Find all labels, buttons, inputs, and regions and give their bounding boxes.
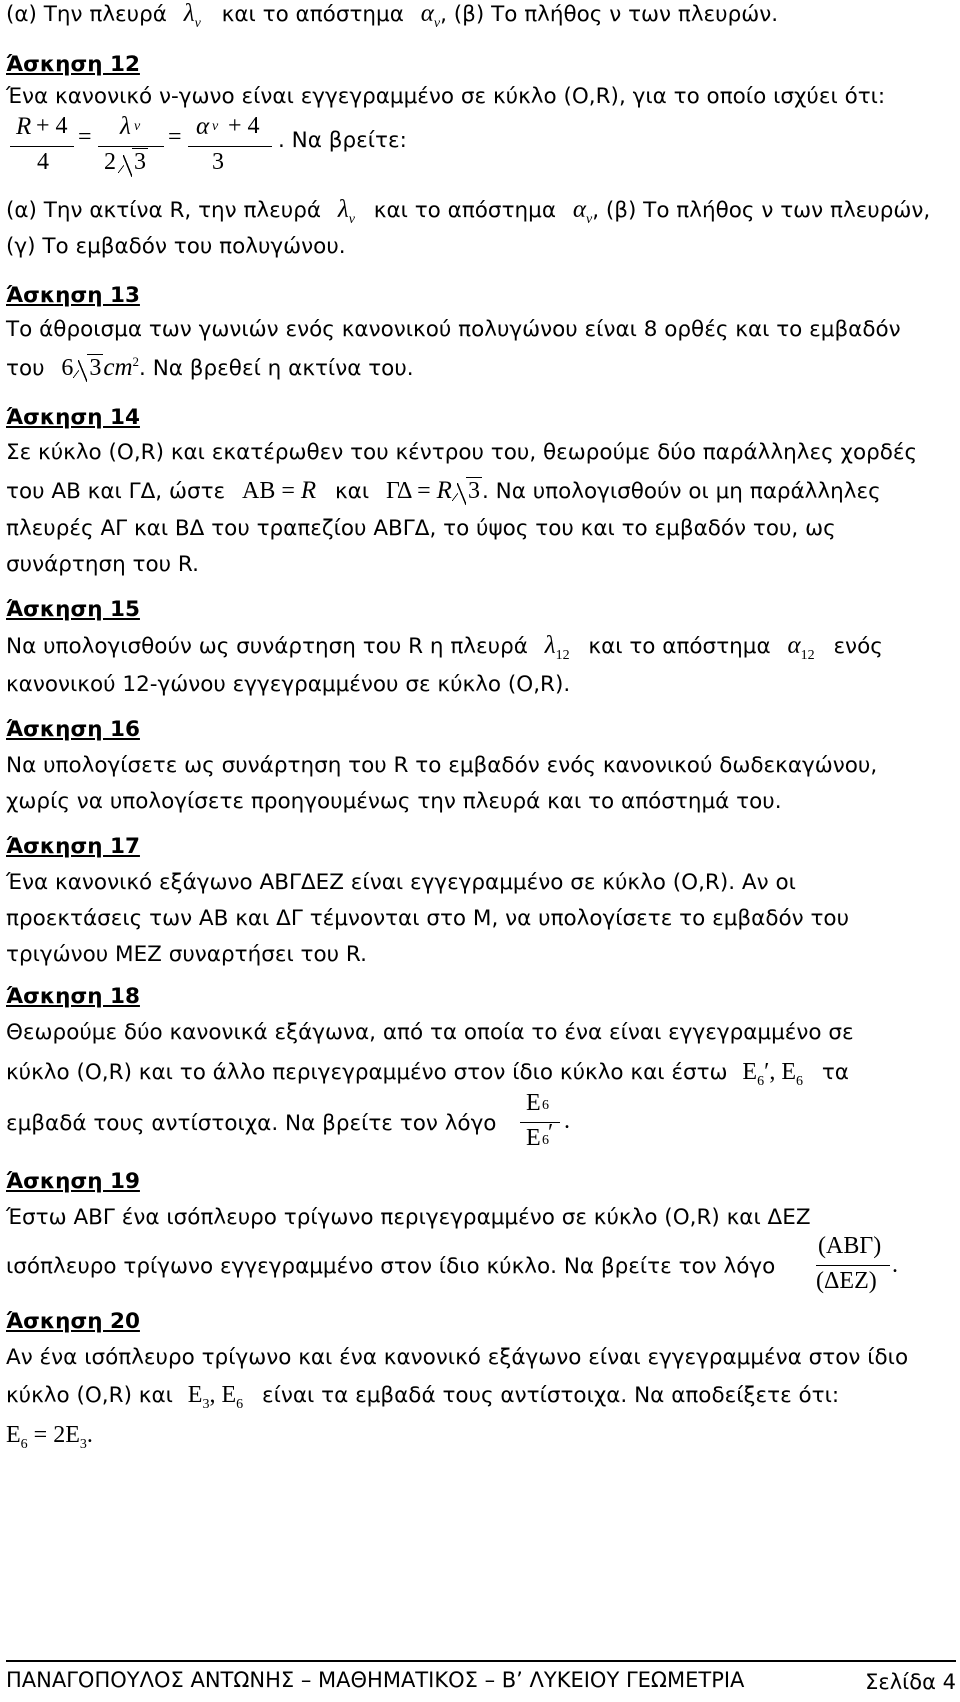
exercise-19-title: Άσκηση 19	[6, 1169, 140, 1194]
exercise-20-equation: $E_6 = 2E_3$.	[6, 1422, 93, 1452]
intro-line: (α) Την πλευρά $\lambda_\nu$ και το απόστημα $\alpha_\nu$, (β) Το πλήθος ν των πλευρών.	[6, 0, 779, 31]
exercise-17-title: Άσκηση 17	[6, 834, 140, 859]
document-page: (α) Την πλευρά $\lambda_\nu$ και το απόστημα $\alpha_\nu$, (β) Το πλήθος ν των πλευρών. Άσκηση 12 Ένα κανονικό ν-γωνο είναι εγγεγραμμένο σε κύκλο (Ο,R), για το οποίο ισχύει ότι: R + 4 4 = λ ν 2 3 = α ν + 4 3 . Να βρείτε: (α) Την ακτίνα R, την πλευρά $\lambda_\nu$ και το απόστημα $\alpha_\nu$, (β) Το πλήθος ν των πλευρών, (γ) Το εμβαδόν του πολυγώνου. Άσκηση 13 Το άθροισμα των γωνιών ενός κανονικού πολυγώνου είναι 8 ορθές και το εμβαδόν του 6 $3cm^2$. Να βρεθεί η ακτίνα του. Άσκηση 14 Σε κύκλο (Ο,R) και εκατέρωθεν του κέντρου του, θεωρούμε δύο παράλληλες χορδές του ΑΒ και ΓΔ, ώστε ΑΒ = R και ΓΔ = R 3. Να υπολογισθούν οι μη παράλληλες πλευρές ΑΓ και ΒΔ του τραπεζίου ΑΒΓΔ, το ύψος του και το εμβαδόν του, ως συνάρτηση του R. Άσκηση 15 Να υπολογισθούν ως συνάρτηση του R η πλευρά $\lambda_{12}$ και το απόστημα $\alpha_{12}$ ενός κανονικού 12-γώνου εγγεγραμμένου σε κύκλο (Ο,R). Άσκηση 16 Να υπολογίσετε ως συνάρτηση του R το εμβαδόν ενός κανονικού δωδεκαγώνου, χωρίς να υπολογίσετε προηγουμένως την πλευρά και το απόστημά του. Άσκηση 17 Ένα κανονικό εξάγωνο ΑΒΓΔΕΖ είναι εγγεγραμμένο σε κύκλο (Ο,R). Αν οι προεκτάσεις των ΑΒ και ΔΓ τέμνονται στο Μ, να υπολογίσετε το εμβαδόν του τριγώνου ΜΕΖ συναρτήσει του R. Άσκηση 18 Θεωρούμε δύο κανονικά εξάγωνα, από τα οποία το ένα είναι εγγεγραμμένο σε κύκλο (Ο,R) και το άλλο περιγεγραμμένο στον ίδιο κύκλο και έστω $E_6'$, $E_6$ τα εμβαδά τους αντίστοιχα. Να βρείτε τον λόγο Ε 6 Ε 6 ′ . Άσκηση 19 Έστω ΑΒΓ ένα ισόπλευρο τρίγωνο περιγεγραμμένο σε κύκλο (Ο,R) και ΔΕΖ ισόπλευρο τρίγωνο εγγεγραμμένο στον ίδιο κύκλο. Να βρείτε τον λόγο (ΑΒΓ) (ΔΕΖ) . Άσκηση 20 Αν ένα ισόπλευρο τρίγωνο και ένα κανονικό εξάγωνο είναι εγγεγραμμένα στον ίδιο κύκλο (Ο,R) και $E_3$, $E_6$ είναι τα εμβαδά τους αντίστοιχα. Να αποδείξετε ότι: $E_6 = 2E_3$. ΠΑΝΑΓΟΠΟΥΛΟΣ ΑΝΤΩΝΗΣ – ΜΑΘΗΜΑΤΙΚΟΣ – Β’ ΛΥΚΕΙΟΥ ΓΕΩΜΕΤΡΙΑ Σελίδα 4	[6, 0, 956, 1694]
fraction-abg-over-dez: (ΑΒΓ) (ΔΕΖ)	[816, 1233, 890, 1303]
footer-page-number: Σελίδα 4	[865, 1670, 956, 1694]
intro-text-apothem: και το απόστημα	[221, 2, 404, 27]
exercise-12-line3: (α) Την ακτίνα R, την πλευρά $\lambda_\nu$ και το απόστημα $\alpha_\nu$, (β) Το πλήθος ν των πλευρών,	[6, 196, 931, 227]
intro-text-a: (α) Την πλευρά	[6, 2, 167, 27]
exercise-18-line2: κύκλο (Ο,R) και το άλλο περιγεγραμμένο στον ίδιο κύκλο και έστω $E_6'$, $E_6$ τα	[6, 1059, 849, 1089]
exercise-17-line1: Ένα κανονικό εξάγωνο ΑΒΓΔΕΖ είναι εγγεγραμμένο σε κύκλο (Ο,R). Αν οι	[6, 870, 796, 895]
exercise-15-line1: Να υπολογισθούν ως συνάρτηση του R η πλευρά $\lambda_{12}$ και το απόστημα $\alpha_{12}$ ενός	[6, 632, 883, 663]
exercise-18-line3: εμβαδά τους αντίστοιχα. Να βρείτε τον λόγο	[6, 1111, 497, 1136]
exercise-14-line4: συνάρτηση του R.	[6, 552, 199, 577]
exercise-14-line1: Σε κύκλο (Ο,R) και εκατέρωθεν του κέντρου του, θεωρούμε δύο παράλληλες χορδές	[6, 440, 918, 465]
fraction-lambda-over-2sqrt3: λ ν 2 3	[98, 113, 164, 183]
exercise-15-title: Άσκηση 15	[6, 597, 140, 622]
exercise-14-title: Άσκηση 14	[6, 405, 140, 430]
fraction-e6-over-e6prime: Ε 6 Ε 6 ′	[520, 1090, 560, 1160]
exercise-17-line2: προεκτάσεις των ΑΒ και ΔΓ τέμνονται στο Μ, να υπολογίσετε το εμβαδόν του	[6, 906, 850, 931]
exercise-17-line3: τριγώνου ΜΕΖ συναρτήσει του R.	[6, 942, 367, 967]
exercise-16-line1: Να υπολογίσετε ως συνάρτηση του R το εμβαδόν ενός κανονικού δωδεκαγώνου,	[6, 753, 878, 778]
fraction-alpha-plus-4-over-3: α ν + 4 3	[188, 113, 272, 183]
intro-text-b: , (β) Το πλήθος ν των πλευρών.	[440, 2, 779, 27]
exercise-13-title: Άσκηση 13	[6, 283, 140, 308]
exercise-20-title: Άσκηση 20	[6, 1309, 140, 1334]
exercise-16-title: Άσκηση 16	[6, 717, 140, 742]
exercise-20-line2: κύκλο (Ο,R) και $E_3$, $E_6$ είναι τα εμβαδά τους αντίστοιχα. Να αποδείξετε ότι:	[6, 1382, 840, 1412]
exercise-12-line1: Ένα κανονικό ν-γωνο είναι εγγεγραμμένο σε κύκλο (Ο,R), για το οποίο ισχύει ότι:	[6, 84, 886, 109]
exercise-14-line2: του ΑΒ και ΓΔ, ώστε ΑΒ = R και ΓΔ = R 3. Να υπολογισθούν οι μη παράλληλες	[6, 477, 881, 504]
exercise-12-find: . Να βρείτε:	[278, 128, 407, 153]
exercise-19-line2: ισόπλευρο τρίγωνο εγγεγραμμένο στον ίδιο κύκλο. Να βρείτε τον λόγο	[6, 1254, 776, 1279]
exercise-12-line4: (γ) Το εμβαδόν του πολυγώνου.	[6, 234, 346, 259]
exercise-15-line2: κανονικού 12-γώνου εγγεγραμμένου σε κύκλο (Ο,R).	[6, 672, 571, 697]
exercise-20-line1: Αν ένα ισόπλευρο τρίγωνο και ένα κανονικό εξάγωνο είναι εγγεγραμμένα στον ίδιο	[6, 1345, 909, 1370]
exercise-16-line2: χωρίς να υπολογίσετε προηγουμένως την πλευρά και το απόστημά του.	[6, 789, 782, 814]
exercise-18-line1: Θεωρούμε δύο κανονικά εξάγωνα, από τα οποία το ένα είναι εγγεγραμμένο σε	[6, 1020, 854, 1045]
exercise-14-line3: πλευρές ΑΓ και ΒΔ του τραπεζίου ΑΒΓΔ, το ύψος του και το εμβαδόν του, ως	[6, 516, 836, 541]
footer-author: ΠΑΝΑΓΟΠΟΥΛΟΣ ΑΝΤΩΝΗΣ – ΜΑΘΗΜΑΤΙΚΟΣ – Β’ ΛΥΚΕΙΟΥ ΓΕΩΜΕΤΡΙΑ	[6, 1668, 745, 1692]
exercise-13-line2: του 6 $3cm^2$. Να βρεθεί η ακτίνα του.	[6, 354, 414, 381]
exercise-18-title: Άσκηση 18	[6, 984, 140, 1009]
page-footer	[6, 1660, 956, 1692]
exercise-13-line1: Το άθροισμα των γωνιών ενός κανονικού πολυγώνου είναι 8 ορθές και το εμβαδόν	[6, 317, 901, 342]
fraction-r-plus-4-over-4: R + 4 4	[10, 113, 74, 183]
exercise-12-title: Άσκηση 12	[6, 52, 140, 77]
exercise-19-line1: Έστω ΑΒΓ ένα ισόπλευρο τρίγωνο περιγεγραμμένο σε κύκλο (Ο,R) και ΔΕΖ	[6, 1205, 811, 1230]
